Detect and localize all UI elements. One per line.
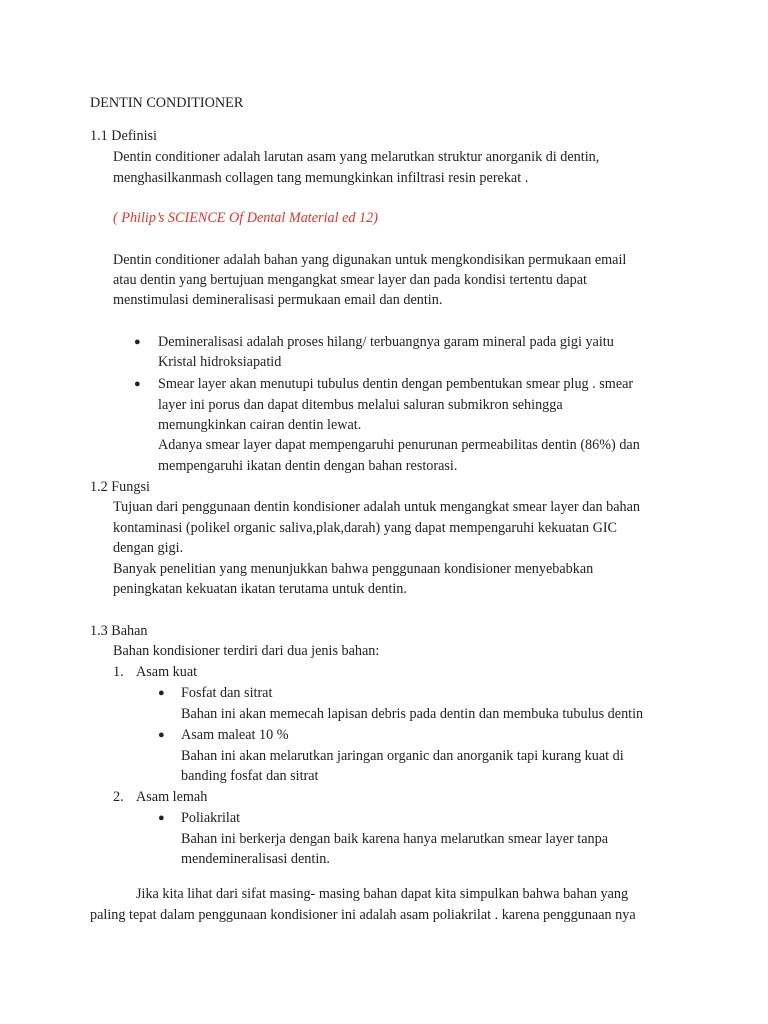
bullet-line: layer ini porus dan dapat ditembus melalui saluran submikron sehingga (158, 397, 563, 413)
bullet-line: Demineralisasi adalah proses hilang/ terbuangnya garam mineral pada gigi yaitu (158, 334, 614, 350)
paragraph-line: Jika kita lihat dari sifat masing- masing bahan dapat kita simpulkan bahwa bahan yang (136, 886, 629, 902)
paragraph-line: Dentin conditioner adalah larutan asam yang melarutkan struktur anorganik di dentin, (113, 149, 600, 165)
bullet-line: mempengaruhi ikatan dentin dengan bahan restorasi. (158, 458, 458, 474)
section-heading-definisi: 1.1 Definisi (90, 128, 157, 144)
section-heading-fungsi: 1.2 Fungsi (90, 479, 150, 495)
sub-item-desc: Bahan ini berkerja dengan baik karena hanya melarutkan smear layer tanpa (181, 831, 609, 847)
sub-item-title: Asam maleat 10 % (181, 727, 289, 743)
sub-item-title: Fosfat dan sitrat (181, 685, 273, 701)
bullet-line: Adanya smear layer dapat mempengaruhi penurunan permeabilitas dentin (86%) dan (158, 437, 640, 453)
paragraph-line: menstimulasi demineralisasi permukaan email dan dentin. (113, 292, 443, 308)
paragraph-line: Tujuan dari penggunaan dentin kondisioner adalah untuk mengangkat smear layer dan bahan (113, 499, 641, 515)
list-number: 1. (113, 664, 124, 680)
bullet-line: Kristal hidroksiapatid (158, 354, 282, 370)
sub-item-desc: Bahan ini akan melarutkan jaringan organic dan anorganik tapi kurang kuat di (181, 748, 624, 764)
document-title: DENTIN CONDITIONER (90, 95, 244, 111)
bullet-line: Smear layer akan menutupi tubulus dentin dengan pembentukan smear plug . smear (158, 376, 634, 392)
list-item-asam-lemah: Asam lemah (136, 789, 208, 805)
sub-item-title: Poliakrilat (181, 810, 241, 826)
bullet-line: memungkinkan cairan dentin lewat. (158, 417, 362, 433)
paragraph-line: Dentin conditioner adalah bahan yang digunakan untuk mengkondisikan permukaan email (113, 252, 627, 268)
bullet-icon: ● (134, 378, 141, 390)
bullet-icon: ● (158, 687, 165, 699)
paragraph-line: atau dentin yang bertujuan mengangkat smear layer dan pada kondisi tertentu dapat (113, 272, 587, 288)
paragraph-line: paling tepat dalam penggunaan kondisioner ini adalah asam poliakrilat . karena penggunaan nya (90, 907, 636, 923)
paragraph-line: peningkatan kekuatan ikatan terutama untuk dentin. (113, 581, 407, 597)
bullet-icon: ● (134, 336, 141, 348)
paragraph-line: dengan gigi. (113, 540, 184, 556)
bullet-icon: ● (158, 729, 165, 741)
paragraph-line: Banyak penelitian yang menunjukkan bahwa penggunaan kondisioner menyebabkan (113, 561, 594, 577)
list-item-asam-kuat: Asam kuat (136, 664, 198, 680)
sub-item-desc: mendemineralisasi dentin. (181, 851, 330, 867)
paragraph-line: menghasilkanmash collagen tang memungkinkan infiltrasi resin perekat . (113, 170, 529, 186)
paragraph-line: Bahan kondisioner terdiri dari dua jenis bahan: (113, 643, 380, 659)
paragraph-line: kontaminasi (polikel organic saliva,plak,darah) yang dapat mempengaruhi kekuatan GIC (113, 520, 618, 536)
sub-item-desc: banding fosfat dan sitrat (181, 768, 319, 784)
section-heading-bahan: 1.3 Bahan (90, 623, 148, 639)
reference-citation: ( Philip’s SCIENCE Of Dental Material ed 12) (113, 210, 378, 226)
bullet-icon: ● (158, 812, 165, 824)
sub-item-desc: Bahan ini akan memecah lapisan debris pada dentin dan membuka tubulus dentin (181, 706, 644, 722)
list-number: 2. (113, 789, 124, 805)
